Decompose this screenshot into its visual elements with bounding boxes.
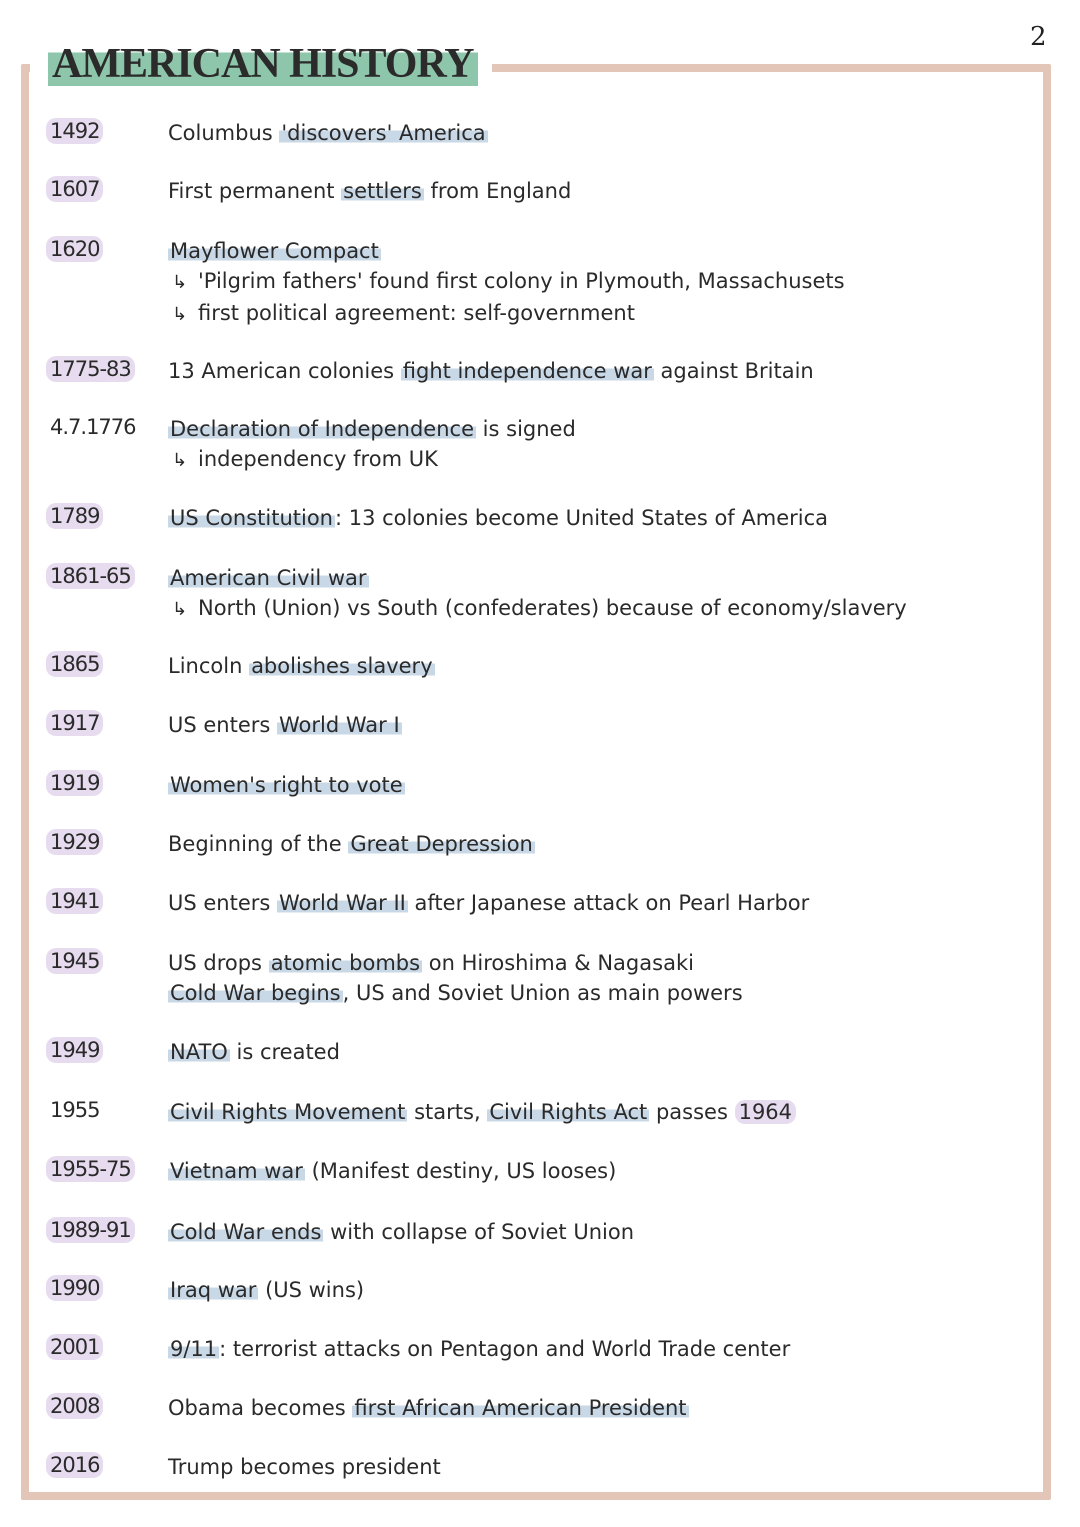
highlighted-text: American Civil war: [170, 566, 367, 590]
entry-text: Columbus: [168, 121, 280, 145]
entry-description: [168, 1334, 1028, 1364]
entry-text: Beginning of the: [168, 832, 349, 856]
entry-description: [168, 414, 1028, 476]
highlighted-text: Women's right to vote: [170, 773, 403, 797]
entry-text: Obama becomes: [168, 1396, 353, 1420]
entry-line: [168, 978, 1028, 1008]
page-number: 2: [1030, 22, 1047, 52]
highlighted-text: Civil Rights Act: [489, 1100, 648, 1124]
entry-line: [168, 1156, 1028, 1186]
entry-subline: [168, 444, 1028, 476]
entry-line: [168, 1452, 1028, 1482]
entry-text: from England: [423, 179, 572, 203]
entry-year: 1989-91: [46, 1217, 135, 1243]
page-title: AMERICAN HISTORY: [48, 38, 478, 90]
entry-text: 'Pilgrim fathers' found first colony in Plymouth, Massachusets: [198, 269, 845, 293]
highlighted-text: US Constitution: [170, 506, 333, 530]
entry-description: [168, 1097, 1028, 1127]
highlighted-text: Cold War begins: [170, 981, 341, 1005]
entry-year: 1789: [46, 503, 103, 529]
entry-text: Lincoln: [168, 654, 250, 678]
entry-subline: [168, 266, 1028, 298]
entry-text: on Hiroshima & Nagasaki: [422, 951, 694, 975]
highlighted-text: Iraq war: [170, 1278, 257, 1302]
highlighted-text: NATO: [170, 1040, 228, 1064]
entry-description: [168, 829, 1028, 859]
entry-year: 2001: [46, 1334, 103, 1360]
entry-description: [168, 651, 1028, 681]
entry-subline: [168, 593, 1028, 625]
entry-year: 1919: [46, 770, 103, 796]
entry-year: 1949: [46, 1037, 103, 1063]
entry-line: [168, 829, 1028, 859]
entry-year: 4.7.1776: [50, 415, 136, 439]
title-wrap: [30, 38, 492, 90]
entry-line: [168, 356, 1028, 386]
highlighted-text: 9/11: [170, 1337, 218, 1361]
entry-description: [168, 1156, 1028, 1186]
highlighted-text: Civil Rights Movement: [170, 1100, 406, 1124]
entry-line: [168, 176, 1028, 206]
entry-year: 1865: [46, 651, 103, 677]
arrow-icon: ↳: [172, 599, 188, 620]
entry-year: 2008: [46, 1393, 103, 1419]
entry-line: [168, 888, 1028, 918]
highlighted-text: abolishes slavery: [251, 654, 433, 678]
entry-line: [168, 1037, 1028, 1067]
entry-line: [168, 1393, 1028, 1423]
entry-year: 1861-65: [46, 563, 135, 589]
entry-description: [168, 503, 1028, 533]
entry-text: (Manifest destiny, US looses): [304, 1159, 617, 1183]
arrow-icon: ↳: [172, 450, 188, 471]
entry-line: [168, 414, 1028, 444]
entry-year: 1945: [46, 948, 103, 974]
highlighted-text: fight independence war: [402, 359, 652, 383]
highlighted-text: settlers: [343, 179, 422, 203]
highlighted-text: atomic bombs: [270, 951, 421, 975]
entry-year: 2016: [46, 1452, 103, 1478]
entry-description: [168, 1393, 1028, 1423]
entry-text: against Britain: [653, 359, 814, 383]
entry-description: [168, 888, 1028, 918]
entry-description: [168, 1452, 1028, 1482]
entry-line: [168, 1334, 1028, 1364]
entry-text: passes: [649, 1100, 735, 1124]
entry-description: [168, 770, 1028, 800]
entry-line: [168, 118, 1028, 148]
entry-text: North (Union) vs South (confederates) because of economy/slavery: [198, 596, 907, 620]
entry-description: [168, 1037, 1028, 1067]
entry-text: after Japanese attack on Pearl Harbor: [407, 891, 810, 915]
entry-line: [168, 1217, 1028, 1247]
arrow-icon: ↳: [172, 304, 188, 325]
entry-year: 1492: [46, 118, 103, 144]
entry-line: [168, 1275, 1028, 1305]
entry-text: (US wins): [258, 1278, 365, 1302]
entry-text: 13 American colonies: [168, 359, 401, 383]
entry-text: US enters: [168, 713, 278, 737]
entry-year: 1775-83: [46, 356, 135, 382]
entry-text: Trump becomes president: [168, 1455, 441, 1479]
entry-text: starts,: [407, 1100, 488, 1124]
entry-text: US drops: [168, 951, 269, 975]
entry-text: US enters: [168, 891, 278, 915]
entry-subline: [168, 298, 1028, 330]
entry-year: 1955: [50, 1098, 100, 1122]
highlighted-text: World War I: [279, 713, 400, 737]
entry-text: independency from UK: [198, 447, 438, 471]
entry-description: [168, 118, 1028, 148]
highlighted-text: World War II: [279, 891, 406, 915]
entry-description: [168, 1217, 1028, 1247]
entry-year: 1955-75: [46, 1156, 135, 1182]
entry-text: First permanent: [168, 179, 342, 203]
entry-description: [168, 948, 1028, 1008]
entry-text: : 13 colonies become United States of America: [334, 506, 829, 530]
entry-text: : terrorist attacks on Pentagon and World Trade center: [219, 1337, 791, 1361]
entry-line: [168, 236, 1028, 266]
highlighted-text: Great Depression: [350, 832, 533, 856]
highlighted-text: Mayflower Compact: [170, 239, 379, 263]
entry-line: [168, 948, 1028, 978]
arrow-icon: ↳: [172, 272, 188, 293]
highlighted-text: Declaration of Independence: [170, 417, 474, 441]
entry-text: first political agreement: self-government: [198, 301, 635, 325]
entry-year: 1620: [46, 236, 103, 262]
entry-description: [168, 710, 1028, 740]
entry-description: [168, 236, 1028, 330]
highlighted-text: first African American President: [354, 1396, 687, 1420]
entry-description: [168, 176, 1028, 206]
entry-year: 1929: [46, 829, 103, 855]
entry-line: [168, 1097, 1028, 1127]
entry-line: [168, 770, 1028, 800]
highlighted-text: Vietnam war: [170, 1159, 303, 1183]
entry-line: [168, 651, 1028, 681]
entry-line: [168, 710, 1028, 740]
entry-year: 1990: [46, 1275, 103, 1301]
entry-description: [168, 563, 1028, 625]
entry-text: 1964: [735, 1100, 796, 1124]
entry-line: [168, 503, 1028, 533]
entry-description: [168, 1275, 1028, 1305]
entry-year: 1941: [46, 888, 103, 914]
entry-text: is created: [229, 1040, 340, 1064]
entry-text: , US and Soviet Union as main powers: [342, 981, 743, 1005]
highlighted-text: Cold War ends: [170, 1220, 322, 1244]
entry-description: [168, 356, 1028, 386]
highlighted-text: 'discovers' America: [281, 121, 486, 145]
entry-year: 1917: [46, 710, 103, 736]
entry-text: with collapse of Soviet Union: [323, 1220, 635, 1244]
entry-text: is signed: [476, 417, 576, 441]
entry-line: [168, 563, 1028, 593]
entry-year: 1607: [46, 176, 103, 202]
